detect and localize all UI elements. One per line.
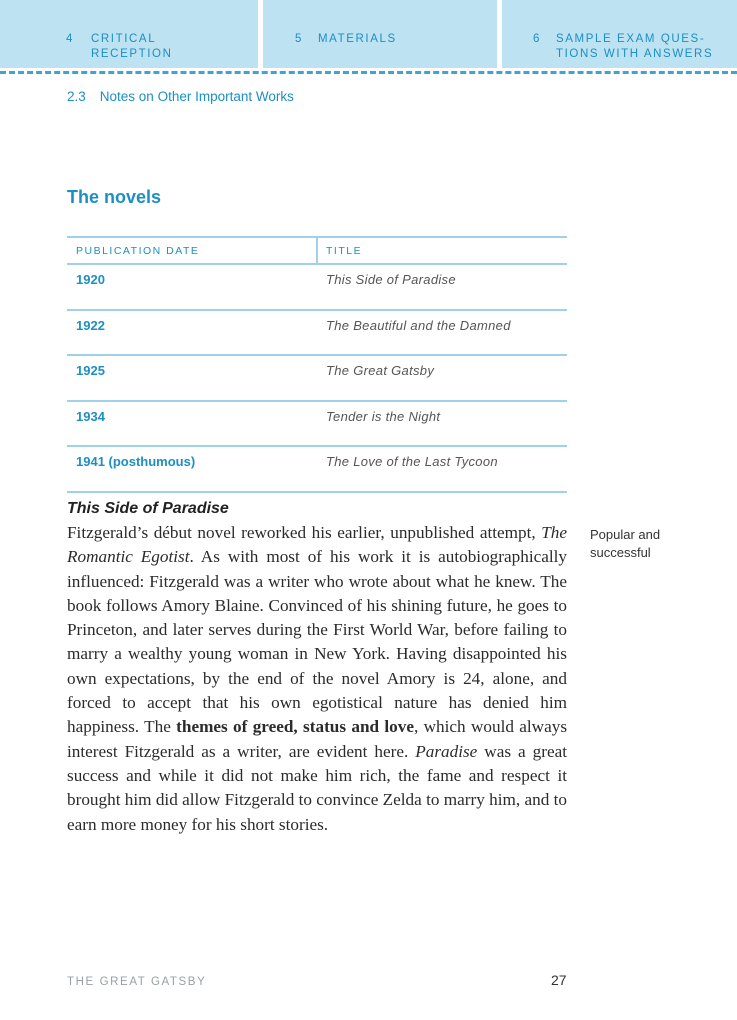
body-paragraph — [67, 521, 567, 837]
table-row — [67, 402, 567, 448]
novel-title: The Great Gatsby — [326, 363, 435, 378]
column-divider — [316, 238, 318, 263]
body-italic: Paradise — [415, 741, 478, 761]
page-number: 27 — [551, 972, 567, 988]
tab-label: SAMPLE EXAM QUES- TIONS WITH ANSWERS — [556, 33, 714, 60]
body-text: . As with most of his work it is autobiographically influenced: Fitzgerald was a writer who wrote about what he knew. The book follows Amory Blaine. Convinced of his shining future, he goes to Princeton, and later serves during the First World War, before failing to marry a wealthy young woman in New York. Having disappointed his own expectations, by the end of the novel Amory is 24, alone, and forced to accept that his own egotistical nature has denied him happiness. The — [67, 547, 567, 737]
table-row — [67, 311, 567, 357]
subsection-title: This Side of Paradise — [67, 500, 229, 517]
publication-date: 1920 — [76, 272, 105, 287]
tab-label: MATERIALS — [318, 33, 397, 45]
footer-book-title: THE GREAT GATSBY — [67, 976, 207, 988]
tab-sample-exam-questions[interactable] — [502, 0, 737, 68]
tab-number: 4 — [66, 33, 74, 45]
body-bold: themes of greed, status and love — [176, 717, 415, 737]
novel-title: The Beautiful and the Damned — [326, 317, 511, 333]
section-number: 2.3 — [67, 89, 86, 104]
column-header-title: TITLE — [326, 245, 363, 257]
page-title: The novels — [67, 187, 162, 207]
body-text: Fitzgerald’s début novel reworked his earlier, unpublished attempt, — [67, 523, 542, 542]
publication-date: 1925 — [76, 363, 105, 378]
novels-table — [67, 236, 567, 493]
tab-label: CRITICAL RECEPTION — [91, 33, 173, 60]
chapter-tabs — [0, 0, 737, 68]
tab-critical-reception[interactable] — [0, 0, 258, 68]
tab-number: 5 — [295, 33, 303, 45]
publication-date: 1922 — [76, 317, 105, 333]
body-italic: The Romantic Egotist — [67, 523, 567, 567]
tab-materials[interactable] — [263, 0, 497, 68]
tab-number: 6 — [533, 33, 541, 45]
header-divider — [0, 71, 737, 74]
section-heading — [67, 89, 294, 104]
body-text: was a great success and while it did not make him rich, the fame and respect it brought him did allow Fitzgerald to convince Zelda to marry him, and to earn more money for his short stories. — [67, 741, 567, 834]
column-header-date: PUBLICATION DATE — [76, 245, 200, 257]
table-row — [67, 447, 567, 493]
publication-date: 1934 — [76, 408, 105, 424]
margin-note: Popular and successful — [590, 527, 661, 560]
body-text: , which would always interest Fitzgerald as a writer, are evident here. — [67, 717, 568, 761]
section-title: Notes on Other Important Works — [99, 89, 294, 104]
novel-title: The Love of the Last Tycoon — [326, 454, 498, 469]
table-row — [67, 265, 567, 311]
novel-title: This Side of Paradise — [326, 272, 456, 287]
publication-date: 1941 (posthumous) — [76, 454, 196, 469]
novel-title: Tender is the Night — [326, 408, 441, 424]
table-header — [67, 236, 567, 265]
table-row — [67, 356, 567, 402]
